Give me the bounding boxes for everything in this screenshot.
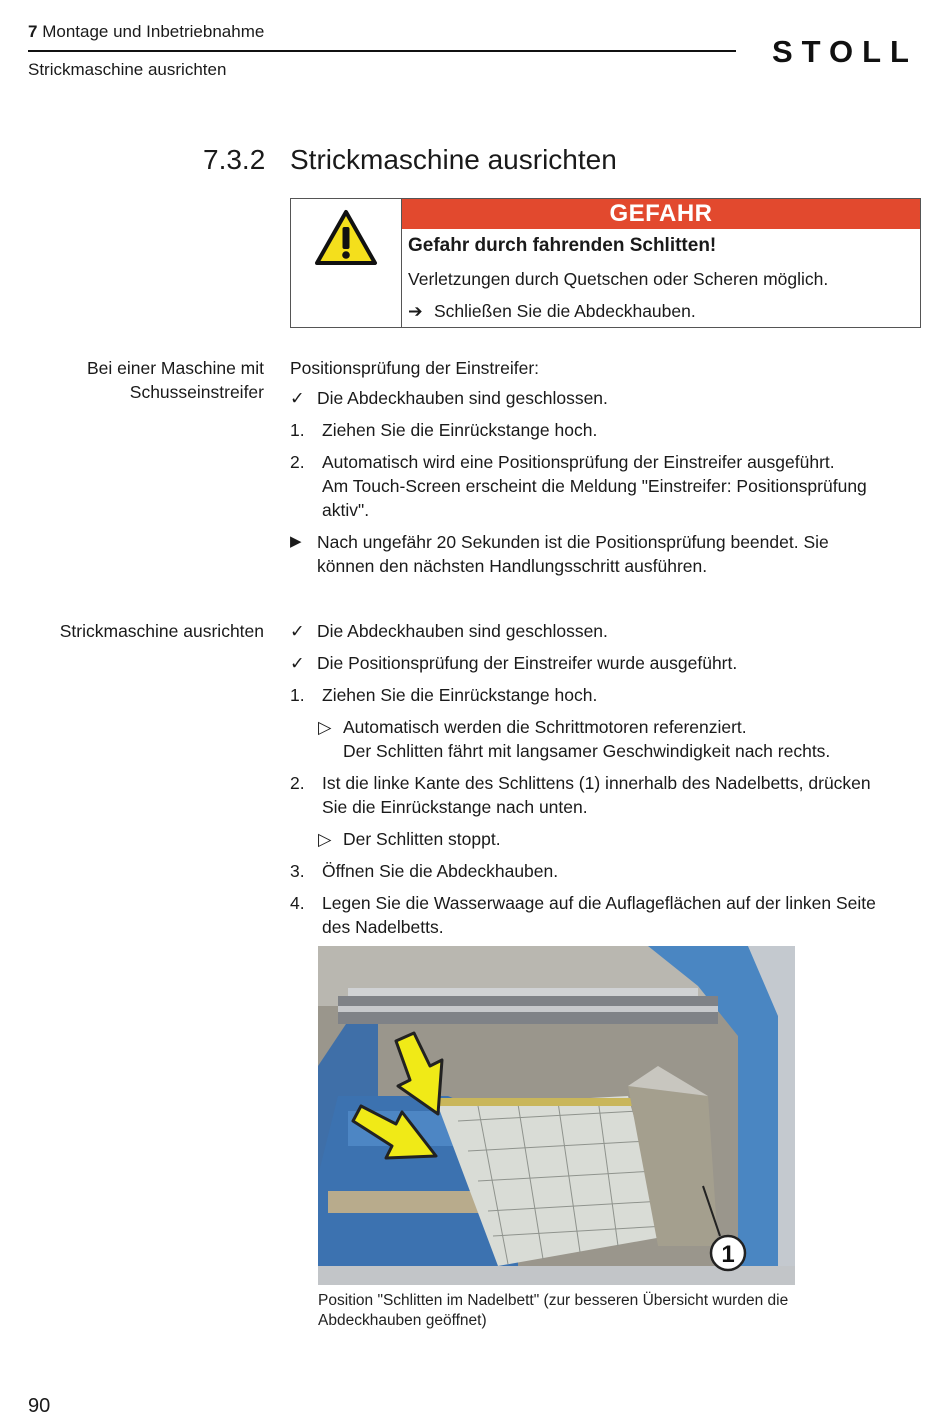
list-item-text [322,771,922,819]
list-item-text: Der Schlitten stoppt. [343,829,501,849]
checkmark-icon: ✓ [290,388,305,408]
danger-icon-cell [291,199,402,327]
chapter-title: Montage und Inbetriebnahme [42,22,265,41]
list-item-text: Ziehen Sie die Einrückstange hoch. [322,420,598,440]
step-number: 1. [290,685,305,705]
list-item-text [322,891,922,939]
list-item-text: Die Positionsprüfung der Einstreifer wurde ausgeführt. [317,653,738,673]
text-line: Der Schlitten fährt mit langsamer Geschwindigkeit nach rechts. [343,741,831,761]
step-number: 1. [290,420,305,440]
text-line: Automatisch wird eine Positionsprüfung der Einstreifer ausgeführt. [322,452,835,472]
text-line: aktiv". [322,500,370,520]
danger-consequence: Verletzungen durch Quetschen oder Scheren möglich. [408,269,829,289]
section-title-text: Strickmaschine ausrichten [290,144,617,175]
list-item [290,530,930,578]
list-item [318,827,928,851]
step-number: 2. [290,773,305,793]
section-number: 7.3.2 [203,144,266,175]
text-line: Sie die Einrückstange nach unten. [322,797,588,817]
list-item [290,619,930,643]
list-item-text [322,450,922,522]
caption-line: Abdeckhauben geöffnet) [318,1312,487,1329]
list-item [290,891,930,939]
text-line: Legen Sie die Wasserwaage auf die Auflageflächen auf der linken Seite [322,893,876,913]
step-number: 4. [290,893,305,913]
text-line: des Nadelbetts. [322,917,444,937]
danger-action [408,301,696,322]
result-triangle-icon: ▶ [290,533,302,550]
stoll-logo: STOLL [771,34,918,69]
list-item [290,386,930,410]
figure-caption [318,1291,878,1331]
list-item [290,418,930,442]
danger-heading: GEFAHR [402,199,920,229]
list-item-text [317,530,917,578]
danger-notice [290,198,921,328]
result-open-triangle-icon: ▷ [318,829,332,849]
text-line: Ist die linke Kante des Schlittens (1) innerhalb des Nadelbetts, drücken [322,773,871,793]
list-item-text [343,715,943,763]
text-line: können den nächsten Handlungsschritt ausführen. [317,556,708,576]
list-item-text: Öffnen Sie die Abdeckhauben. [322,861,559,881]
machine-illustration [318,946,795,1285]
header-section: Strickmaschine ausrichten [28,60,227,79]
text-line: Am Touch-Screen erscheint die Meldung "Einstreifer: Positionsprüfung [322,476,867,496]
step-number: 3. [290,861,305,881]
list-item [290,651,930,675]
machine-photo [318,946,795,1285]
danger-action-text: Schließen Sie die Abdeckhauben. [434,301,696,321]
side-label-schusseinstreifer [87,356,264,404]
result-open-triangle-icon: ▷ [318,717,332,737]
arrow-right-icon: ➔ [408,301,423,321]
side-label-line: Schusseinstreifer [129,382,264,402]
block1-intro: Positionsprüfung der Einstreifer: [290,358,540,378]
list-item-text: Die Abdeckhauben sind geschlossen. [317,388,608,408]
step-number: 2. [290,452,305,472]
list-item-text: Die Abdeckhauben sind geschlossen. [317,621,608,641]
section-title [203,144,617,176]
header-chapter [28,22,264,42]
list-item [290,683,930,707]
text-line: Automatisch werden die Schrittmotoren referenziert. [343,717,747,737]
warning-triangle-icon [314,209,378,267]
side-label-line: Bei einer Maschine mit [86,358,264,378]
danger-title: Gefahr durch fahrenden Schlitten! [408,235,717,256]
list-item [290,450,930,522]
chapter-number: 7 [28,22,38,41]
header-rule [28,50,736,52]
list-item-text: Ziehen Sie die Einrückstange hoch. [322,685,598,705]
checkmark-icon: ✓ [290,621,305,641]
page-number: 90 [28,1395,51,1417]
side-label-ausrichten: Strickmaschine ausrichten [59,621,264,641]
text-line: Nach ungefähr 20 Sekunden ist die Positionsprüfung beendet. Sie [317,532,829,552]
list-item [318,715,928,763]
callout-number: 1 [721,1241,735,1268]
list-item [290,859,930,883]
list-item [290,771,930,819]
caption-line: Position "Schlitten im Nadelbett" (zur besseren Übersicht wurden die [318,1292,789,1309]
checkmark-icon: ✓ [290,653,305,673]
